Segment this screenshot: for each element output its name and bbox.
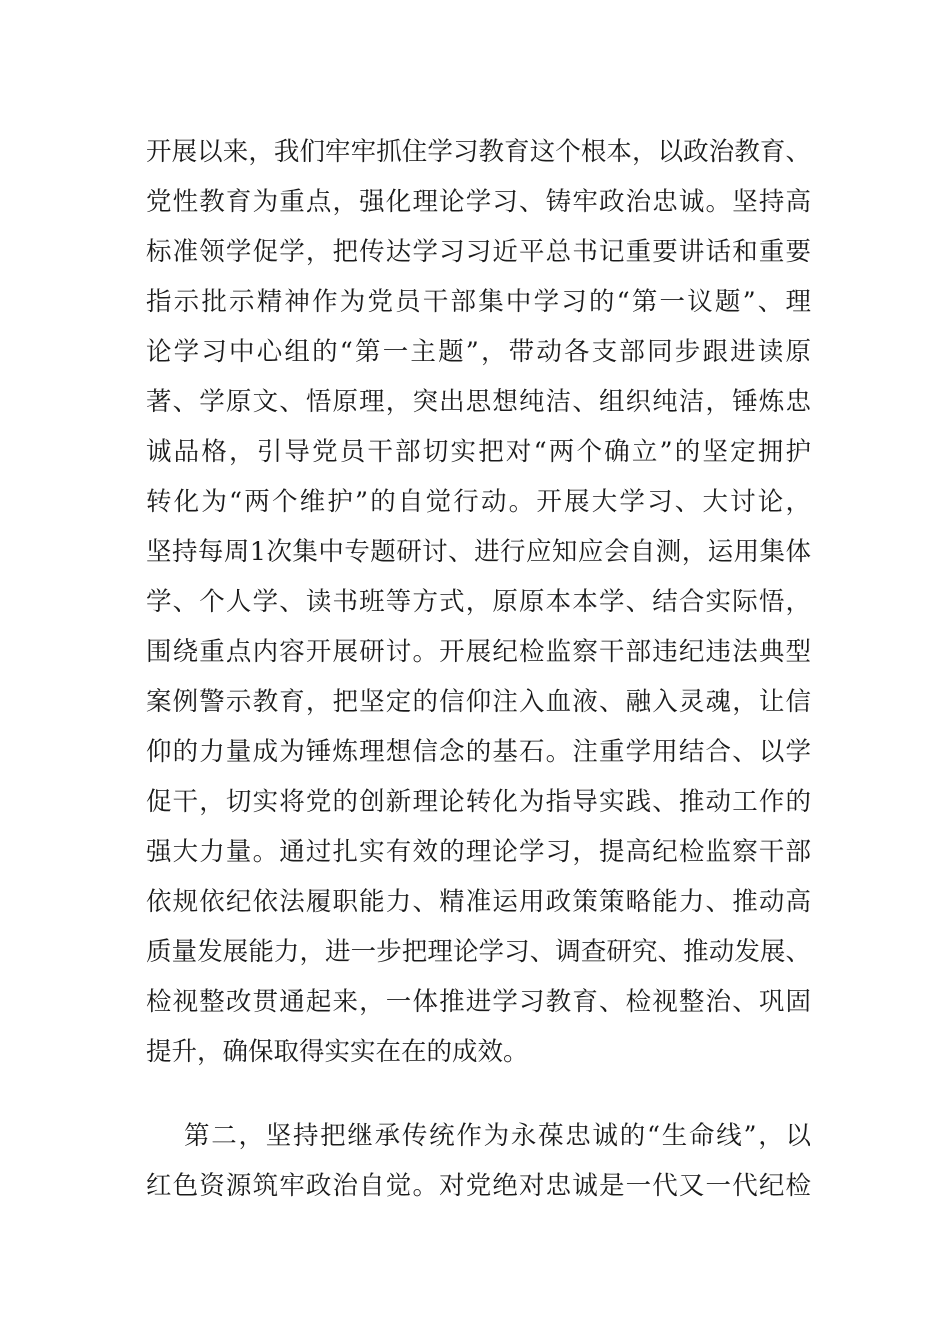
paragraph-line: 案例警示教育，把坚定的信仰注入血液、融入灵魂，让信 [146,687,811,717]
paragraph-line: 著、学原文、悟原理，突出思想纯洁、组织纯洁，锤炼忠 [146,387,811,417]
body-paragraph-2 [146,1111,811,1211]
paragraph-line: 围绕重点内容开展研讨。开展纪检监察干部违纪违法典型 [146,637,811,667]
paragraph-line: 红色资源筑牢政治自觉。对党绝对忠诚是一代又一代纪检 [146,1171,811,1201]
paragraph-line: 依规依纪依法履职能力、精准运用政策策略能力、推动高 [146,887,811,917]
paragraph-line: 坚持每周1次集中专题研讨、进行应知应会自测，运用集体 [146,537,811,567]
paragraph-line: 第二，坚持把继承传统作为永葆忠诚的“生命线”，以 [184,1121,811,1151]
paragraph-line: 论学习中心组的“第一主题”，带动各支部同步跟进读原 [146,337,811,367]
paragraph-line: 促干，切实将党的创新理论转化为指导实践、推动工作的 [146,787,811,817]
paragraph-line: 检视整改贯通起来，一体推进学习教育、检视整治、巩固 [146,987,811,1017]
paragraph-line: 强大力量。通过扎实有效的理论学习，提高纪检监察干部 [146,837,811,867]
paragraph-line: 党性教育为重点，强化理论学习、铸牢政治忠诚。坚持高 [146,187,811,217]
body-paragraph-1 [146,127,811,1077]
paragraph-line: 质量发展能力，进一步把理论学习、调查研究、推动发展、 [146,937,811,967]
paragraph-line: 提升，确保取得实实在在的成效。 [146,1037,529,1067]
paragraph-line: 学、个人学、读书班等方式，原原本本学、结合实际悟， [146,587,811,617]
paragraph-line: 诚品格，引导党员干部切实把对“两个确立”的坚定拥护 [146,437,811,467]
paragraph-line: 开展以来，我们牢牢抓住学习教育这个根本，以政治教育、 [146,137,811,167]
paragraph-line: 转化为“两个维护”的自觉行动。开展大学习、大讨论， [146,487,811,517]
paragraph-line: 仰的力量成为锤炼理想信念的基石。注重学用结合、以学 [146,737,811,767]
paragraph-line: 标准领学促学，把传达学习习近平总书记重要讲话和重要 [146,237,811,267]
paragraph-line: 指示批示精神作为党员干部集中学习的“第一议题”、理 [146,287,811,317]
